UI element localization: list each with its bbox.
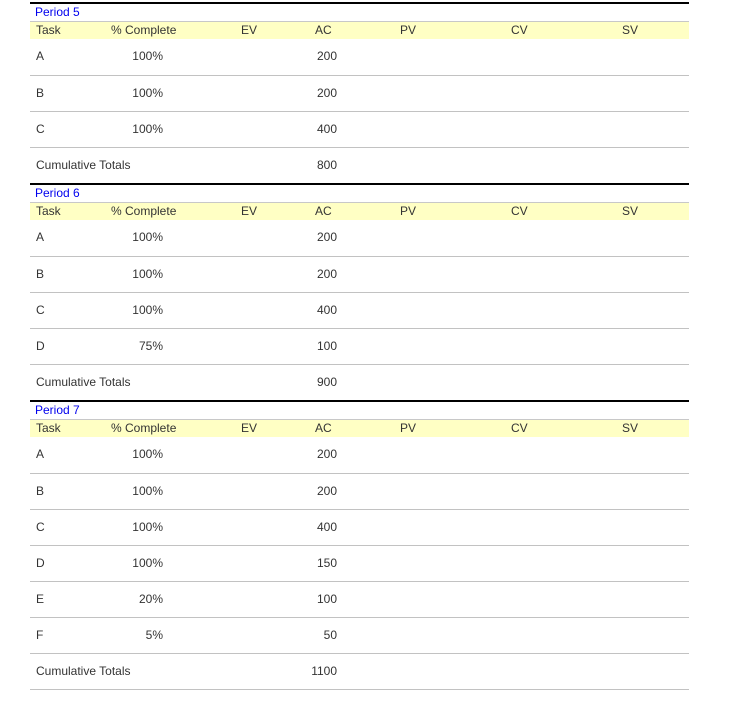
cumulative-totals-row	[30, 653, 689, 689]
ac-cell: 200	[316, 447, 337, 461]
task-cell: C	[36, 303, 45, 317]
header-ac: AC	[315, 421, 332, 435]
period-title: Period 7	[30, 400, 689, 419]
table-row	[30, 509, 689, 545]
task-cell: B	[36, 484, 45, 498]
table-row	[30, 111, 689, 147]
ac-cell: 200	[316, 86, 337, 100]
cumulative-totals-row	[30, 364, 689, 400]
cumulative-totals-row	[30, 147, 689, 183]
header-cv: CV	[511, 23, 528, 37]
percent-complete-cell: 100%	[132, 230, 163, 244]
cumulative-totals-label: Cumulative Totals	[36, 664, 131, 678]
header-sv: SV	[622, 421, 639, 435]
period-section	[30, 183, 689, 400]
percent-complete-cell: 5%	[145, 628, 163, 642]
table-row	[30, 617, 689, 653]
header-percent-complete: % Complete	[111, 421, 177, 435]
period-title: Period 6	[30, 183, 689, 202]
percent-complete-cell: 100%	[132, 86, 163, 100]
task-cell: A	[36, 447, 45, 461]
percent-complete-cell: 100%	[132, 267, 163, 281]
cumulative-total-ac: 800	[316, 158, 337, 172]
ac-cell: 100	[316, 339, 337, 353]
ac-cell: 400	[316, 122, 337, 136]
header-ac: AC	[315, 23, 332, 37]
header-ev: EV	[241, 204, 258, 218]
ac-cell: 50	[323, 628, 337, 642]
column-header-row	[30, 21, 689, 39]
ac-cell: 200	[316, 484, 337, 498]
header-percent-complete: % Complete	[111, 23, 177, 37]
task-cell: D	[36, 339, 45, 353]
period-section	[30, 400, 689, 690]
ac-cell: 400	[316, 520, 337, 534]
header-cv: CV	[511, 421, 528, 435]
percent-complete-cell: 100%	[132, 484, 163, 498]
task-cell: C	[36, 520, 45, 534]
percent-complete-cell: 100%	[132, 520, 163, 534]
ac-cell: 100	[316, 592, 337, 606]
header-pv: PV	[400, 421, 417, 435]
table-row	[30, 39, 689, 75]
percent-complete-cell: 20%	[138, 592, 163, 606]
percent-complete-cell: 100%	[132, 49, 163, 63]
ac-cell: 200	[316, 230, 337, 244]
header-sv: SV	[622, 204, 639, 218]
header-pv: PV	[400, 204, 417, 218]
ac-cell: 400	[316, 303, 337, 317]
ac-cell: 200	[316, 267, 337, 281]
task-cell: B	[36, 267, 45, 281]
percent-complete-cell: 100%	[132, 122, 163, 136]
task-cell: F	[36, 628, 44, 642]
header-task: Task	[36, 421, 61, 435]
header-percent-complete: % Complete	[111, 204, 177, 218]
percent-complete-cell: 100%	[132, 556, 163, 570]
header-ac: AC	[315, 204, 332, 218]
cumulative-total-ac: 900	[316, 375, 337, 389]
ac-cell: 200	[316, 49, 337, 63]
column-header-row	[30, 202, 689, 220]
header-ev: EV	[241, 23, 258, 37]
table-row	[30, 473, 689, 509]
header-ev: EV	[241, 421, 258, 435]
table-row	[30, 220, 689, 256]
period-section	[30, 2, 689, 183]
cumulative-totals-label: Cumulative Totals	[36, 158, 131, 172]
header-sv: SV	[622, 23, 639, 37]
percent-complete-cell: 75%	[138, 339, 163, 353]
task-cell: A	[36, 230, 45, 244]
task-cell: C	[36, 122, 45, 136]
cumulative-total-ac: 1100	[311, 664, 337, 678]
table-row	[30, 75, 689, 111]
table-row	[30, 581, 689, 617]
task-cell: B	[36, 86, 45, 100]
table-row	[30, 292, 689, 328]
table-row	[30, 256, 689, 292]
cumulative-totals-label: Cumulative Totals	[36, 375, 131, 389]
header-pv: PV	[400, 23, 417, 37]
percent-complete-cell: 100%	[132, 303, 163, 317]
header-cv: CV	[511, 204, 528, 218]
table-row	[30, 328, 689, 364]
column-header-row	[30, 419, 689, 437]
header-task: Task	[36, 23, 61, 37]
task-cell: E	[36, 592, 45, 606]
task-cell: D	[36, 556, 45, 570]
period-title: Period 5	[30, 2, 689, 21]
percent-complete-cell: 100%	[132, 447, 163, 461]
task-cell: A	[36, 49, 45, 63]
table-row	[30, 437, 689, 473]
ac-cell: 150	[316, 556, 337, 570]
earned-value-report	[30, 2, 689, 690]
table-row	[30, 545, 689, 581]
header-task: Task	[36, 204, 61, 218]
